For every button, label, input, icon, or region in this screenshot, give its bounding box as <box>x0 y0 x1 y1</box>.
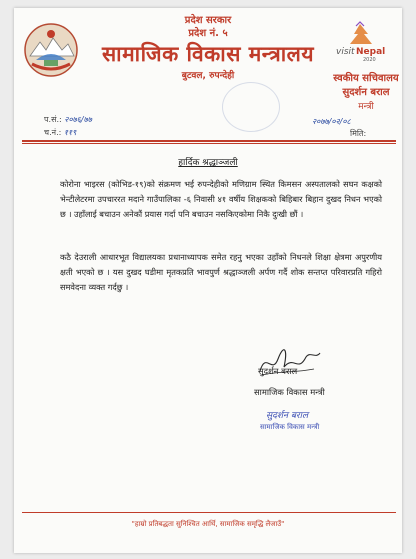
visit-logo-text-1: visit <box>336 47 355 57</box>
header-divider <box>22 140 396 142</box>
letter-subject: हार्दिक श्रद्धाञ्जली <box>178 158 238 168</box>
reference-number <box>44 114 92 125</box>
minister-office-title: स्वकीय सचिवालय <box>333 73 399 84</box>
footer-divider <box>22 512 396 513</box>
letterhead-ministry: सामाजिक विकास मन्त्रालय <box>101 42 315 66</box>
date-label: मिति: <box>350 129 367 138</box>
seal-name: सुदर्शन बराल <box>266 411 309 421</box>
header-divider-thin <box>22 143 396 144</box>
reference-label: प.सं.: <box>44 115 62 124</box>
dispatch-label: च.नं.: <box>44 128 62 137</box>
footer-slogan: "हाम्रो प्रतिबद्धता सुनिश्चित आर्थि, सामाजिक समृद्धि लैजाउँ" <box>131 520 285 528</box>
letterhead-province: प्रदेश नं. ५ <box>188 28 228 39</box>
seal-post: सामाजिक विकास मन्त्री <box>260 423 320 431</box>
signatory-name: सुदर्शन बराल <box>258 366 298 376</box>
faint-office-stamp <box>222 82 280 132</box>
letterhead-government: प्रदेश सरकार <box>184 15 232 26</box>
letterhead-place: बुटवल, रुपन्देही <box>181 71 235 81</box>
date-value: २०७७/०२/०८ <box>312 117 351 126</box>
reference-value: २०७६/७७ <box>64 115 92 124</box>
dispatch-value: ११९ <box>63 128 77 137</box>
body-paragraph-2: कठै देउराली आधारभूत विद्यालयका प्रधानाध्यापक समेत रहनु भएका उहाँको निधनले शिक्षा क्षेत्रमा अपुरणीय क्षती भएको छ । यस दुखद घडीमा मृतकप्रति भावपुर्ण श्रद्धाञ्जली अर्पण गर्दै शोक सन्तप्त परिवारप्रति गहिरो समवेदना व्यक्त गर्दछु । <box>60 252 382 292</box>
body-paragraph-1: कोरोना भाइरस (कोभिड-१९)को संक्रमण भई रुपन्देहीको मणिग्राम स्थित किमसन अस्पतालको सघन कक्षको भेन्टीलेटरमा उपचाररत मदाने गाउँपालिका -६ निवासी ४१ वर्षीय शिक्षकको बिहिबार बिहान दुखद निधन भएको छ । उहाँलाई बचाउन अनेकौं प्रयास गर्दा पनि बचाउन नसकिएकोमा निकै दुःखी छौं । <box>60 179 382 219</box>
minister-post: मन्त्री <box>358 102 374 112</box>
visit-nepal-logo <box>330 20 386 62</box>
dispatch-number <box>44 127 76 138</box>
visit-logo-year: 2020 <box>363 57 376 62</box>
minister-name: सुदर्शन बराल <box>342 87 390 98</box>
signatory-post: सामाजिक विकास मन्त्री <box>254 387 325 397</box>
visit-logo-text-2: Nepal <box>356 47 386 57</box>
